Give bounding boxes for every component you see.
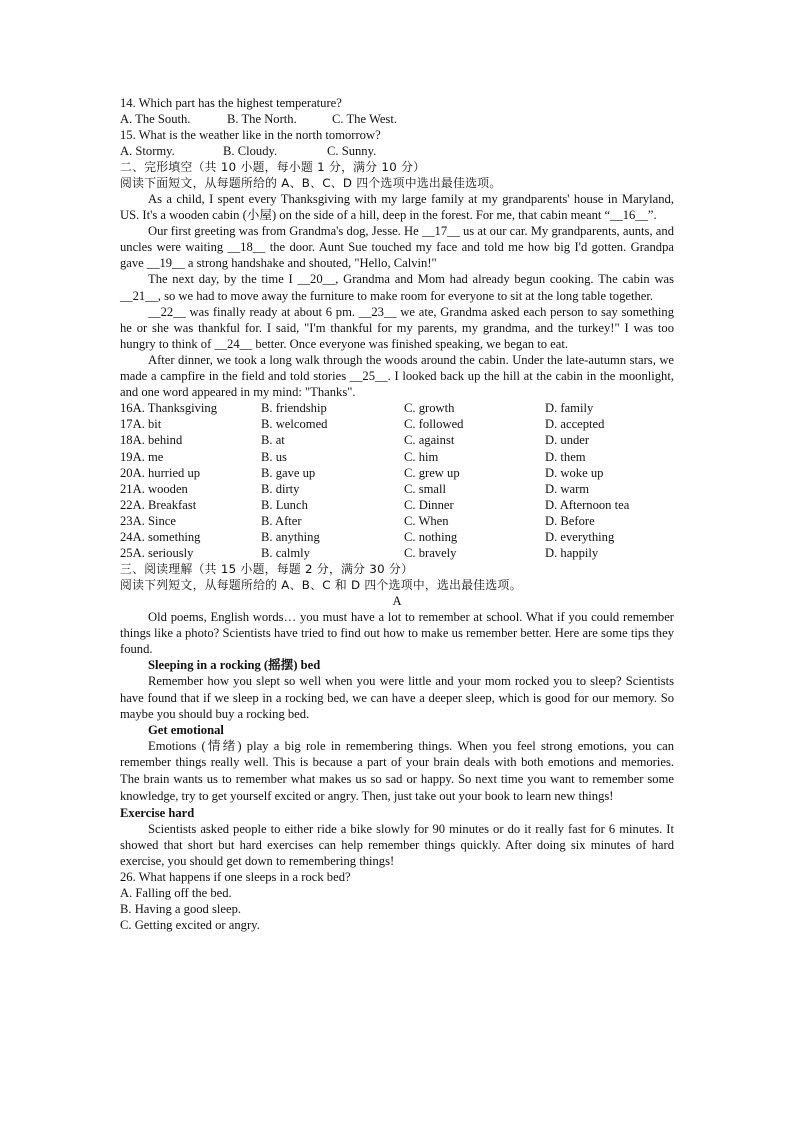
option: 19A. me <box>120 449 164 464</box>
option: B. at <box>261 433 285 448</box>
question-26-option-a: A. Falling off the bed. <box>120 885 232 900</box>
cloze-paragraph: As a child, I spent every Thanksgiving with my large family at my grandparents' house in Maryland, US. It's a wooden cabin (小屋) on the side of a hill, deep in the forest. For me, that cabin meant “__16__”. <box>120 192 674 223</box>
passage-label: A <box>392 594 402 609</box>
cloze-paragraph: After dinner, we took a long walk through the woods around the cabin. Under the late-autumn stars, we made a campfire in the field and told stories __25__. I looked back up the hill at the cabin in the moonlight, and one word appeared in my mind: "Thanks". <box>120 352 674 400</box>
question-15: 15. What is the weather like in the north tomorrow? <box>120 128 381 142</box>
section-3-heading: 三、阅读理解（共 15 小题，每题 2 分，满分 30 分） <box>120 562 414 577</box>
question-26: 26. What happens if one sleeps in a rock bed? <box>120 869 351 884</box>
option: 22A. Breakfast <box>120 497 197 512</box>
passage-intro: Old poems, English words… you must have a lot to remember at school. What if you could remember things like a photo? Scientists have tried to find out how to make us remember better. Here are some tips they found. <box>120 610 674 657</box>
option: A. Stormy. <box>120 144 175 158</box>
option: D. Afternoon tea <box>545 497 630 512</box>
option: C. The West. <box>332 112 397 126</box>
tip-3-text: Scientists asked people to either ride a bike slowly for 90 minutes or do it really fast for 6 minutes. It showed that short but hard exercises can help remember things quickly. After doing six minutes of hard exercise, you should get down to remembering things! <box>120 821 674 868</box>
option: C. nothing <box>404 529 458 544</box>
option: B. Lunch <box>261 497 308 512</box>
option: D. them <box>545 449 586 464</box>
tip-2-text: Emotions (情绪) play a big role in remembering things. When you feel strong emotions, you can remember things really well. This is because a part of your brain deals with both emotions and memories. The brain wants us to remember what makes us so sad or happy. So next time you want to remember some knowledge, try to get yourself excited or angry. Then, just take out your book to learn new things! <box>120 738 674 803</box>
option: D. accepted <box>545 417 605 432</box>
option: 16A. Thanksgiving <box>120 401 218 416</box>
option: A. The South. <box>120 112 191 126</box>
option: C. Dinner <box>404 497 454 512</box>
tip-3-title: Exercise hard <box>120 805 195 820</box>
option: C. Sunny. <box>327 144 377 158</box>
question-26-option-b: B. Having a good sleep. <box>120 901 242 916</box>
option: D. happily <box>545 546 599 561</box>
tip-1-text: Remember how you slept so well when you were little and your mom rocked you to sleep? Scientists have found that if we sleep in a rocking bed, we can have a deeper sleep, which is good for our memory. So maybe you should buy a rocking bed. <box>120 674 674 721</box>
option: 24A. something <box>120 529 201 544</box>
option: C. him <box>404 449 439 464</box>
option: B. us <box>261 449 287 464</box>
option: D. under <box>545 433 590 448</box>
cloze-paragraph: The next day, by the time I __20__, Grandma and Mom had already begun cooking. The cabin was __21__, so we had to move away the furniture to make room for everyone to sit at the long table together. <box>120 272 674 303</box>
option: C. followed <box>404 417 464 432</box>
tip-1-title: Sleeping in a rocking (摇摆) bed <box>148 658 321 673</box>
option: 17A. bit <box>120 417 162 432</box>
question-26-option-c: C. Getting excited or angry. <box>120 917 260 932</box>
option: B. dirty <box>261 481 300 496</box>
option: C. small <box>404 481 446 496</box>
option: 20A. hurried up <box>120 465 201 480</box>
option: C. against <box>404 433 455 448</box>
option: D. family <box>545 401 594 416</box>
option: C. grew up <box>404 465 460 480</box>
option: B. Cloudy. <box>223 144 278 158</box>
option: B. gave up <box>261 465 316 480</box>
option: D. Before <box>545 513 595 528</box>
option: B. friendship <box>261 401 327 416</box>
question-14-options <box>120 111 674 127</box>
option: 25A. seriously <box>120 546 194 561</box>
option: B. welcomed <box>261 417 328 432</box>
section-2-instruction: 阅读下面短文，从每题所给的 A、B、C、D 四个选项中选出最佳选项。 <box>120 176 502 190</box>
option: D. everything <box>545 529 615 544</box>
option: 23A. Since <box>120 513 176 528</box>
option: B. After <box>261 513 302 528</box>
option: B. anything <box>261 529 320 544</box>
option: C. growth <box>404 401 455 416</box>
question-14: 14. Which part has the highest temperature? <box>120 96 342 110</box>
option: B. calmly <box>261 546 310 561</box>
exam-page <box>120 95 674 933</box>
option: B. The North. <box>227 112 297 126</box>
option: D. woke up <box>545 465 604 480</box>
option: C. bravely <box>404 546 457 561</box>
section-3-instruction: 阅读下列短文，从每题所给的 A、B、C 和 D 四个选项中，选出最佳选项。 <box>120 578 522 593</box>
cloze-paragraph: Our first greeting was from Grandma's dog, Jesse. He __17__ us at our car. My grandparents, aunts, and uncles were waiting __18__ the door. Aunt Sue touched my face and told me how big I'd gotten. Grandpa gave __19__ a strong handshake and shouted, "Hello, Calvin!" <box>120 224 674 271</box>
section-2-heading: 二、完形填空（共 10 小题，每小题 1 分，满分 10 分） <box>120 160 426 174</box>
cloze-paragraph: __22__ was finally ready at about 6 pm. __23__ we ate, Grandma asked each person to say something he or she was thankful for. I said, "I'm thankful for my parents, my grandma, and the turkey!" I was too hungry to think of __24__ better. Once everyone was finished speaking, we began to eat. <box>120 304 674 351</box>
tip-2-title: Get emotional <box>148 722 224 737</box>
cloze-options-table <box>120 400 674 561</box>
option: C. When <box>404 513 449 528</box>
option: 21A. wooden <box>120 481 188 496</box>
question-15-options <box>120 143 674 159</box>
option: 18A. behind <box>120 433 183 448</box>
option: D. warm <box>545 481 590 496</box>
